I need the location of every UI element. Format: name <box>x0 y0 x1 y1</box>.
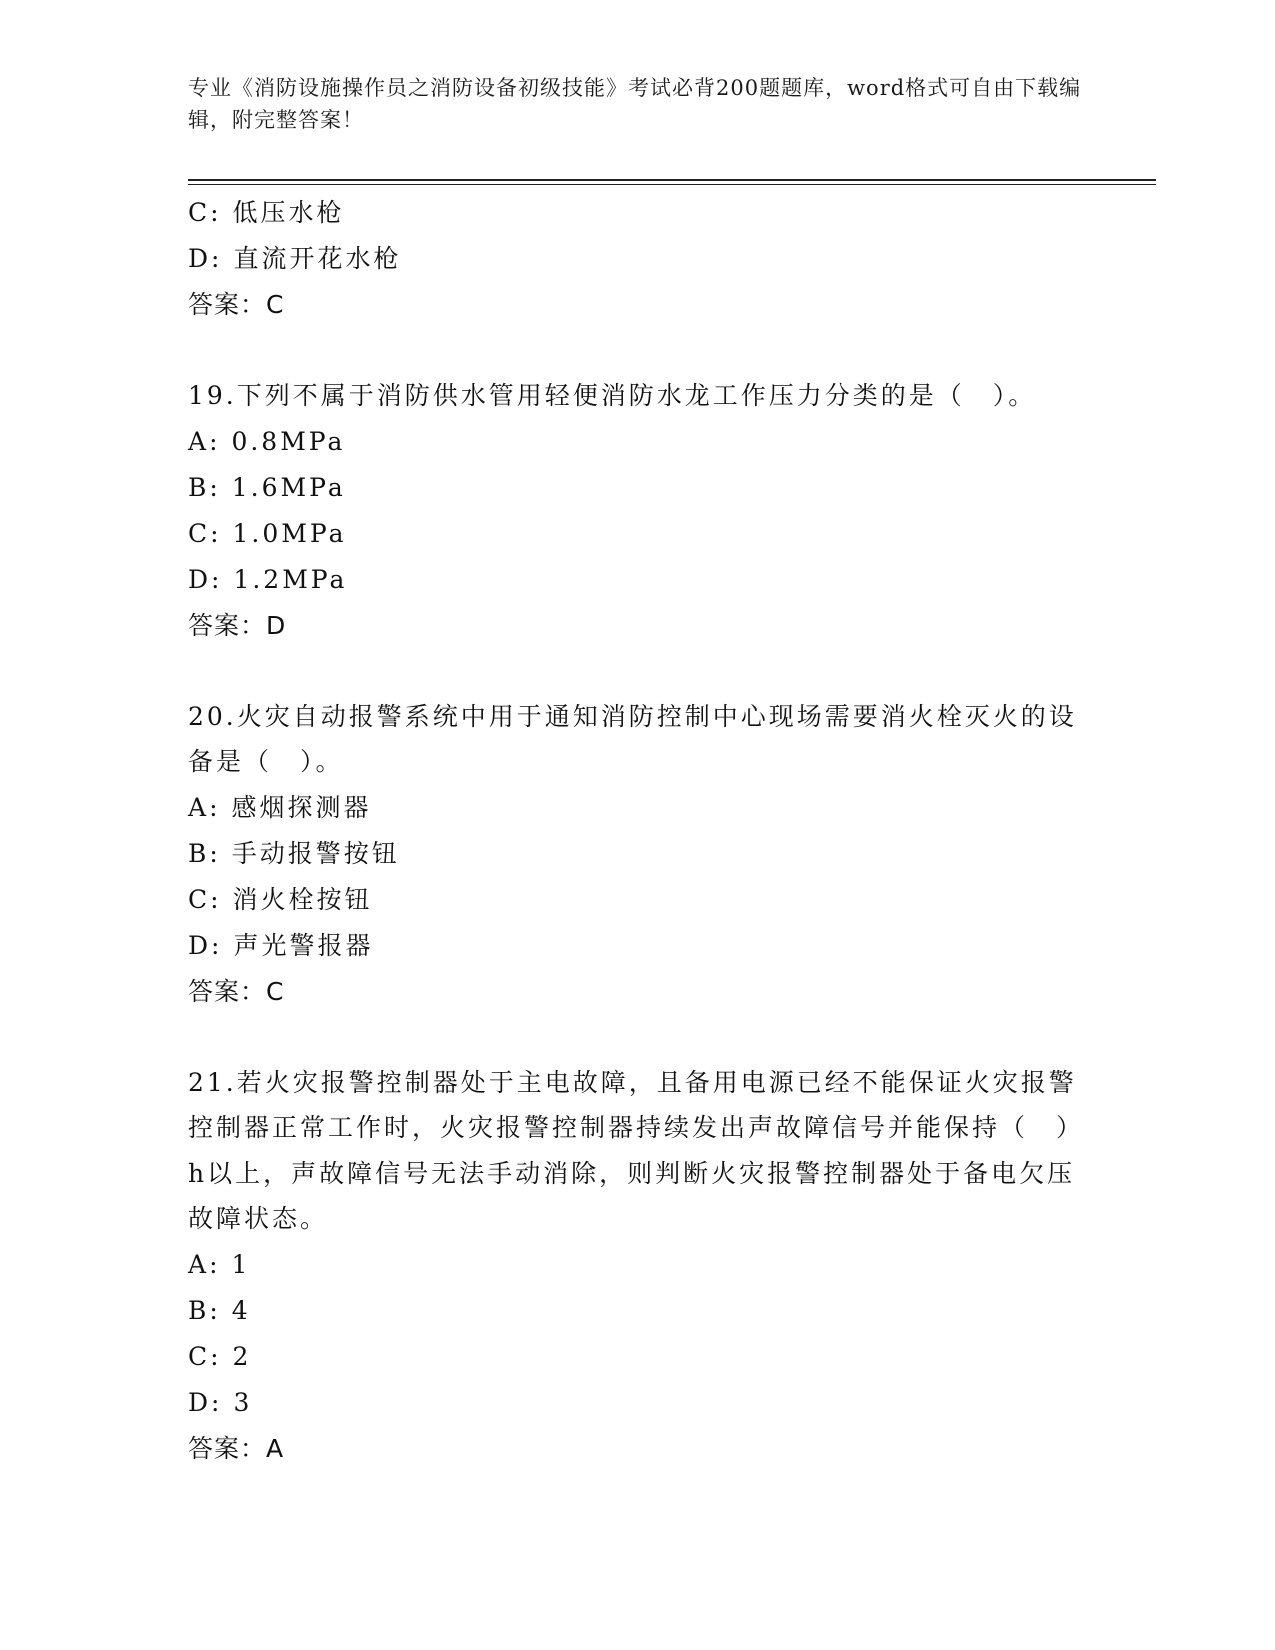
option-label: C <box>188 518 211 548</box>
question-19 <box>188 373 1088 649</box>
option-text: 1.6MPa <box>231 472 346 502</box>
option-text: 1 <box>231 1249 251 1279</box>
option-c <box>188 190 1088 236</box>
option-separator: : <box>211 930 223 960</box>
option-separator: : <box>211 1387 223 1417</box>
option-a <box>188 1242 1088 1288</box>
question-21 <box>188 1060 1088 1472</box>
header-divider-thin <box>188 184 1156 185</box>
option-label: C <box>188 1341 211 1371</box>
option-text: 声光警报器 <box>233 930 374 960</box>
option-label: D <box>188 244 212 273</box>
question-stem: 20.火灾自动报警系统中用于通知消防控制中心现场需要消火栓灭火的设备是（ ）。 <box>188 701 1077 776</box>
option-separator: : <box>209 792 221 822</box>
option-separator: : <box>209 472 221 502</box>
option-text: 低压水枪 <box>232 198 345 227</box>
option-c <box>188 511 1088 557</box>
option-text: 手动报警按钮 <box>231 838 400 868</box>
option-text: 3 <box>233 1387 253 1417</box>
option-text: 感烟探测器 <box>231 792 372 822</box>
document-header: 专业《消防设施操作员之消防设备初级技能》考试必背200题题库，word格式可自由下载编辑，附完整答案！ <box>188 76 1082 132</box>
option-b <box>188 831 1088 877</box>
option-b <box>188 1288 1088 1334</box>
answer-line: 答案：C <box>188 976 285 1006</box>
option-separator: : <box>210 1341 222 1371</box>
option-a <box>188 419 1088 465</box>
answer-line: 答案：C <box>188 290 285 319</box>
question-20 <box>188 694 1088 1015</box>
spacer <box>188 328 1088 373</box>
option-separator: : <box>210 518 222 548</box>
header-divider-thick <box>188 179 1156 181</box>
option-d <box>188 236 1088 282</box>
document-body <box>188 190 1088 1472</box>
option-separator: : <box>211 244 223 273</box>
option-label: B <box>188 838 210 868</box>
spacer <box>188 649 1088 694</box>
option-label: D <box>188 930 212 960</box>
option-c <box>188 877 1088 923</box>
option-separator: : <box>209 1249 221 1279</box>
option-label: A <box>188 426 210 456</box>
option-separator: : <box>211 564 223 594</box>
option-label: B <box>188 1295 210 1325</box>
option-label: C <box>188 884 211 914</box>
option-separator: : <box>209 838 221 868</box>
option-d <box>188 923 1088 969</box>
option-text: 直流开花水枪 <box>233 244 402 273</box>
option-c <box>188 1334 1088 1380</box>
option-text: 0.8MPa <box>231 426 346 456</box>
option-text: 1.0MPa <box>232 518 347 548</box>
option-label: D <box>188 1387 212 1417</box>
option-a <box>188 785 1088 831</box>
spacer <box>188 1015 1088 1060</box>
option-text: 4 <box>231 1295 251 1325</box>
option-label: A <box>188 792 210 822</box>
option-text: 消火栓按钮 <box>232 884 373 914</box>
option-b <box>188 465 1088 511</box>
option-label: C <box>188 198 211 227</box>
question-18-continued <box>188 190 1088 328</box>
question-stem: 21.若火灾报警控制器处于主电故障，且备用电源已经不能保证火灾报警控制器正常工作时，火灾报警控制器持续发出声故障信号并能保持（ ）h以上，声故障信号无法手动消除，则判断火灾报警控制器处于备电欠压故障状态。 <box>188 1067 1085 1233</box>
answer-line: 答案：A <box>188 1433 285 1463</box>
option-d <box>188 1380 1088 1426</box>
answer-line: 答案：D <box>188 610 287 640</box>
question-stem: 19.下列不属于消防供水管用轻便消防水龙工作压力分类的是（ ）。 <box>188 381 1037 410</box>
option-separator: : <box>209 426 221 456</box>
option-d <box>188 557 1088 603</box>
option-separator: : <box>209 1295 221 1325</box>
option-separator: : <box>210 198 222 227</box>
option-text: 2 <box>232 1341 252 1371</box>
option-text: 1.2MPa <box>233 564 348 594</box>
option-label: A <box>188 1249 210 1279</box>
option-label: B <box>188 472 210 502</box>
option-label: D <box>188 564 212 594</box>
option-separator: : <box>210 884 222 914</box>
